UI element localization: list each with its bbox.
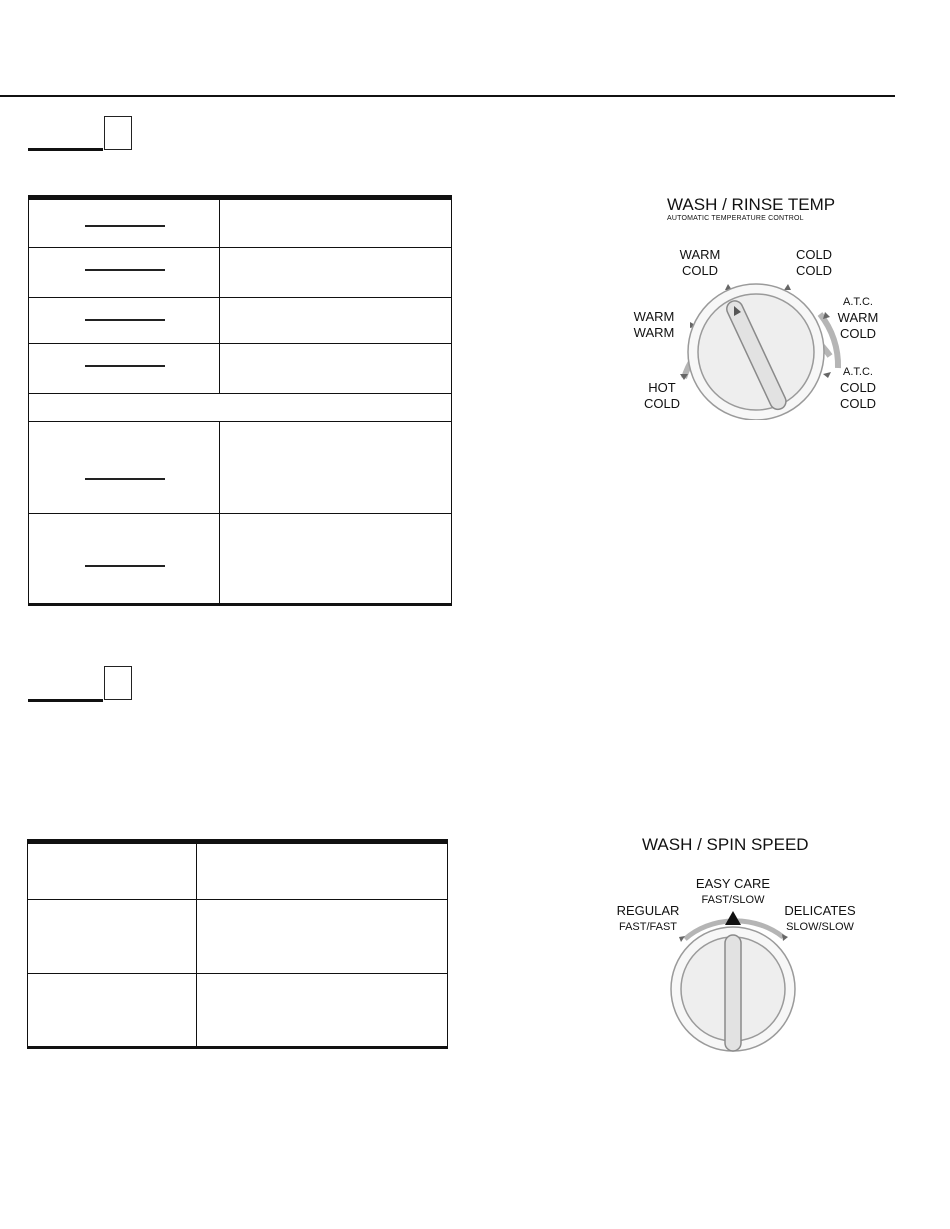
spin-label-line: FAST/FAST [618, 921, 678, 933]
temp-label-line: COLD [839, 380, 877, 395]
table-row [28, 974, 448, 1048]
spin-label-line: EASY CARE [695, 876, 771, 891]
temp-dial[interactable] [670, 270, 850, 420]
temp-label-line: WARM [679, 247, 721, 262]
table-cell [29, 198, 220, 248]
table-row [29, 514, 452, 605]
temp-label-line: COLD [839, 326, 877, 341]
table-row [29, 394, 452, 422]
spin-label-line: FAST/SLOW [701, 894, 765, 906]
table-row [29, 422, 452, 514]
spin-dial-title: WASH / SPIN SPEED [642, 835, 809, 854]
table-cell [220, 198, 452, 248]
spin-knob-pointer [725, 935, 741, 1051]
table-cell-span [29, 394, 452, 422]
temp-label-line: COLD [681, 263, 719, 278]
blank-line [85, 269, 165, 271]
temp-label-line: COLD [795, 247, 833, 262]
temp-label-line: COLD [839, 396, 877, 411]
table-row [29, 298, 452, 344]
table-cell [29, 298, 220, 344]
table-cell [28, 974, 197, 1048]
temp-label-warm-warm [628, 309, 680, 341]
section-2-underline [28, 699, 103, 702]
temp-tick-atc-warm-cold [823, 312, 830, 319]
section-1-box [104, 116, 132, 150]
temp-dial-title: WASH / RINSE TEMP [667, 195, 836, 214]
temp-label-line: HOT [648, 380, 676, 395]
top-rule [0, 95, 895, 97]
spin-pointer-arrow [725, 911, 741, 925]
temp-tick-atc-cold-cold [823, 372, 831, 378]
temp-label-warm-cold [674, 247, 726, 279]
table-cell [220, 422, 452, 514]
temp-label-cold-cold [790, 247, 838, 279]
table-cell [29, 248, 220, 298]
table-cell [220, 298, 452, 344]
spin-label-easy-care [688, 876, 778, 908]
temp-tick-cold-cold [784, 284, 791, 290]
blank-line [85, 565, 165, 567]
table-row [28, 842, 448, 900]
spin-label-regular [606, 903, 690, 935]
temperature-table [28, 195, 452, 606]
spin-label-line: REGULAR [616, 903, 680, 918]
table-cell [197, 974, 448, 1048]
table-cell [220, 248, 452, 298]
table-cell [28, 842, 197, 900]
section-1-underline [28, 148, 103, 151]
blank-line [85, 225, 165, 227]
temp-label-line: COLD [795, 263, 833, 278]
temp-label-line: WARM [633, 325, 675, 340]
spin-label-delicates [776, 903, 864, 935]
section-2-box [104, 666, 132, 700]
spin-dial[interactable] [665, 915, 805, 1055]
spin-label-line: DELICATES [784, 903, 856, 918]
blank-line [85, 365, 165, 367]
table-row [28, 900, 448, 974]
temp-dial-subtitle: AUTOMATIC TEMPERATURE CONTROL [667, 215, 804, 222]
table-row [29, 198, 452, 248]
table-cell [197, 842, 448, 900]
temp-label-line: A.T.C. [843, 296, 873, 308]
table-cell [220, 344, 452, 394]
table-cell [220, 514, 452, 605]
spin-tick-delicates [782, 934, 788, 941]
temp-label-atc-cold-cold [834, 364, 882, 412]
temp-label-atc-warm-cold [834, 294, 882, 342]
table-cell [29, 514, 220, 605]
temp-label-line: A.T.C. [843, 366, 873, 378]
temp-label-hot-cold [638, 380, 686, 412]
table-row [29, 248, 452, 298]
blank-line [85, 319, 165, 321]
table-cell [29, 344, 220, 394]
temp-label-line: WARM [837, 310, 879, 325]
spin-tick-regular [679, 936, 685, 942]
table-row [29, 344, 452, 394]
blank-line [85, 478, 165, 480]
spin-label-line: SLOW/SLOW [786, 921, 854, 933]
temp-label-line: WARM [633, 309, 675, 324]
table-cell [197, 900, 448, 974]
temp-label-line: COLD [643, 396, 681, 411]
table-cell [29, 422, 220, 514]
spin-speed-table [27, 839, 448, 1049]
table-cell [28, 900, 197, 974]
